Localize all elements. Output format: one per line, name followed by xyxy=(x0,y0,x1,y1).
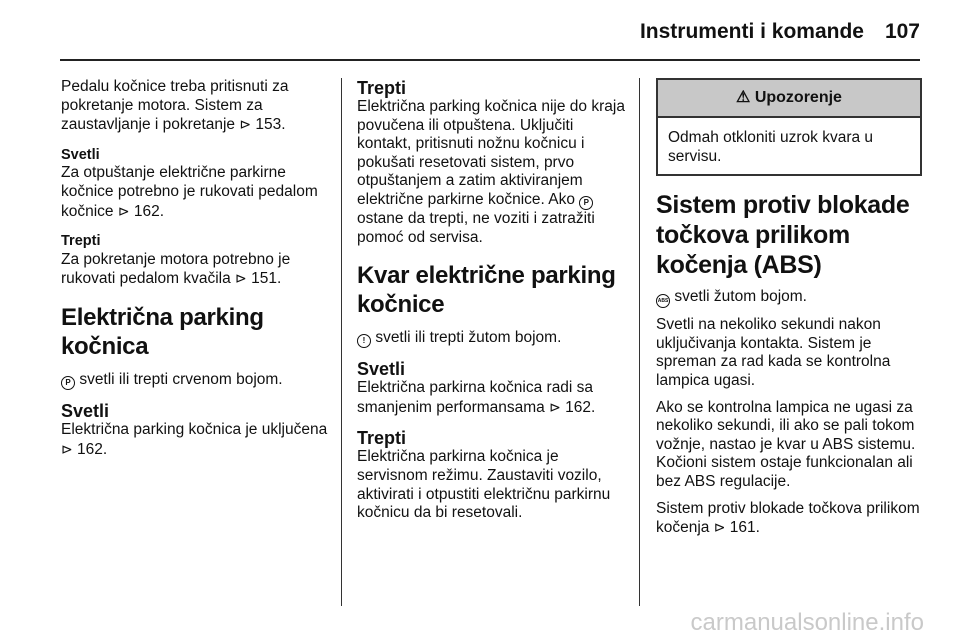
parking-brake-icon: P xyxy=(579,196,593,210)
warning-box xyxy=(656,78,922,176)
column-3 xyxy=(656,78,922,546)
paragraph-text: Električna parking kočnica nije do kraja povučena ili otpuštena. Uključiti kontakt, pritisnuti nožnu kočnicu i pokušati resetovati sistem, prvo otpuštanjem a zatim aktiviranjem električne parkirne kočnice. Ako xyxy=(357,98,625,208)
paragraph: Svetli na nekoliko sekundi nakon uključivanja kontakta. Sistem je spreman za rad kada se kontrolna lampica ugasi. xyxy=(656,316,891,389)
parking-brake-icon: P xyxy=(61,376,75,390)
page-reference-arrow-icon: ⊳ xyxy=(61,440,73,457)
page-reference: 153. xyxy=(255,116,286,134)
paragraph-text: svetli žutom bojom. xyxy=(674,288,807,306)
paragraph xyxy=(61,78,329,135)
page-reference: 161. xyxy=(729,519,760,537)
label-trepti: Trepti xyxy=(61,233,101,250)
paragraph xyxy=(357,379,627,417)
abs-icon: ABS xyxy=(656,294,670,308)
warning-text: Odmah otkloniti uzrok kvara u servisu. xyxy=(668,129,874,165)
subheading-trepti: Trepti xyxy=(357,78,407,98)
subheading-trepti: Trepti xyxy=(357,428,407,449)
paragraph xyxy=(357,98,627,247)
paragraph xyxy=(61,421,329,459)
paragraph-text: Za pokretanje motora potrebno je rukovati pedalom kvačila xyxy=(61,250,291,288)
subheading-svetli: Svetli xyxy=(357,359,406,380)
paragraph-text: Sistem protiv blokade točkova prilikom kočenja xyxy=(656,499,920,537)
paragraph-text: Električna parking kočnica je uključena xyxy=(61,420,328,438)
paragraph-text: svetli ili trepti crvenom bojom. xyxy=(79,370,283,388)
header-rule xyxy=(60,59,920,61)
watermark: carmanualsonline.info xyxy=(690,609,924,636)
page-reference-arrow-icon: ⊳ xyxy=(713,519,726,536)
page-header xyxy=(0,0,960,60)
paragraph xyxy=(656,500,922,538)
page-reference-arrow-icon: ⊳ xyxy=(549,398,561,415)
warning-title: Upozorenje xyxy=(754,89,842,106)
warning-header xyxy=(658,80,920,118)
paragraph-text: Za otpuštanje električne parkirne kočnice potrebno je rukovati pedalom kočnice xyxy=(61,164,318,220)
section-heading-epb: Električna parking kočnica xyxy=(61,303,264,360)
page-reference: 162. xyxy=(77,440,108,458)
brake-fault-icon: ! xyxy=(357,334,371,348)
column-1 xyxy=(61,78,329,470)
paragraph xyxy=(656,288,922,308)
paragraph-text: Pedalu kočnice treba pritisnuti za pokretanje motora. Sistem za zaustavljanje i pokretanje xyxy=(61,78,289,134)
section-heading-fault: Kvar električne parking kočnice xyxy=(357,262,616,319)
label-svetli: Svetli xyxy=(61,146,100,163)
paragraph: Električna parkirna kočnica je servisnom režimu. Zaustaviti vozilo, aktivirati i otpustiti električnu parkirnu kočnicu da bi resetovali. xyxy=(357,448,611,522)
page-reference: 162. xyxy=(565,398,596,416)
page-reference-arrow-icon: ⊳ xyxy=(235,270,247,287)
column-divider-2 xyxy=(639,78,640,606)
page-number: 107 xyxy=(884,20,920,43)
page-reference: 162. xyxy=(133,202,165,220)
page-reference-arrow-icon: ⊳ xyxy=(239,116,252,133)
paragraph-text: ostane da trepti, ne voziti i zatražiti pomoć od servisa. xyxy=(357,209,595,246)
paragraph xyxy=(357,329,627,348)
paragraph xyxy=(61,164,329,221)
paragraph xyxy=(61,251,329,289)
paragraph xyxy=(61,371,329,390)
page-reference-arrow-icon: ⊳ xyxy=(117,202,130,219)
paragraph-text: svetli ili trepti žutom bojom. xyxy=(375,329,562,347)
paragraph: Ako se kontrolna lampica ne ugasi za nekoliko sekundi, ili ako se pali tokom vožnje, nastao je kvar u ABS sistemu. Kočioni sistem ostaje funkcionalan ali bez ABS regulacije. xyxy=(656,398,916,490)
warning-triangle-icon: ⚠ xyxy=(736,89,751,106)
column-divider-1 xyxy=(341,78,342,606)
paragraph-text: Električna parkirna kočnica radi sa smanjenim performansama xyxy=(357,379,594,416)
subheading-svetli: Svetli xyxy=(61,400,110,421)
column-2 xyxy=(357,78,627,534)
page-reference: 151. xyxy=(251,270,282,288)
section-heading-abs: Sistem protiv blokade točkova prilikom kočenja (ABS) xyxy=(656,191,910,280)
header-title: Instrumenti i komande xyxy=(639,20,864,43)
